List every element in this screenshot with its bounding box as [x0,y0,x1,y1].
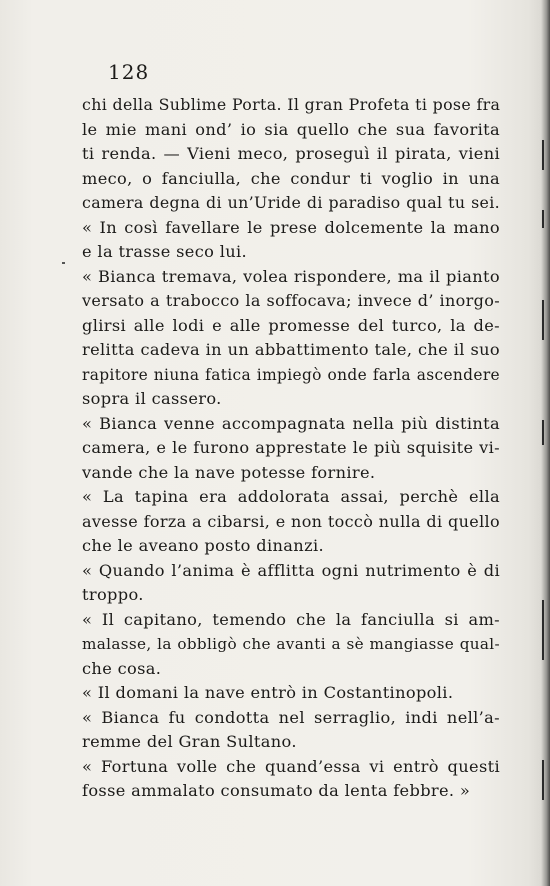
text-line: « Bianca venne accompagnata nella più distinta [82,413,500,433]
text-line: malasse, la obbligò che avanti a sè mangiasse qual- [82,635,500,653]
text-line: le mie mani ond’ io sia quello che sua favorita [82,119,500,139]
text-line: « Il capitano, temendo che la fanciulla si am- [82,609,500,629]
text-line: e la trasse seco lui. [82,242,248,261]
text-line: « Bianca fu condotta nel serraglio, indi nell’a- [82,707,500,727]
page-edge-mark [542,760,544,800]
text-line: « Quando l’anima è afflitta ogni nutrimento è di [82,560,500,580]
print-speck [62,262,65,264]
text-line: « Il domani la nave entrò in Costantinopoli. [82,683,454,702]
text-line: camera, e le furono apprestate le più squisite vi- [82,438,500,457]
text-line: « Fortuna volle che quand’essa vi entrò questi [82,756,500,776]
text-line: « In così favellare le prese dolcemente la mano [82,217,500,237]
text-line: relitta cadeva in un abbattimento tale, che il suo [82,340,500,359]
text-line: meco, o fanciulla, che condur ti voglio in una [82,168,500,188]
text-line: chi della Sublime Porta. Il gran Profeta ti pose fra [82,95,501,114]
text-line: versato a trabocco la soffocava; invece d’ inorgo- [82,291,500,310]
page-edge-mark [542,210,544,228]
text-line: sopra il cassero. [82,389,222,408]
text-line: ti renda. — Vieni meco, proseguì il pirata, vieni [82,144,500,163]
page-edge-mark [542,300,544,340]
page-edge-mark [542,420,544,445]
body-text [82,93,500,804]
text-line: camera degna di un’Uride di paradiso qual tu sei. [82,193,500,212]
text-line: vande che la nave potesse fornire. [82,462,376,482]
text-line: fosse ammalato consumato da lenta febbre. » [82,781,471,800]
page-number: 128 [108,60,150,84]
text-line: che le aveano posto dinanzi. [82,536,324,555]
text-line: avesse forza a cibarsi, e non toccò nulla di quello [82,511,500,531]
page-edge-mark [542,140,544,170]
page-edge-mark [542,600,544,660]
text-line: glirsi alle lodi e alle promesse del turco, la de- [82,315,500,335]
text-line: troppo. [82,585,144,604]
text-line: « La tapina era addolorata assai, perchè ella [82,487,500,506]
text-line: che cosa. [82,658,162,678]
text-line: rapitore niuna fatica impiegò onde farla ascendere [82,365,500,384]
text-line: remme del Gran Sultano. [82,732,297,751]
text-line: « Bianca tremava, volea rispondere, ma il pianto [82,266,500,286]
